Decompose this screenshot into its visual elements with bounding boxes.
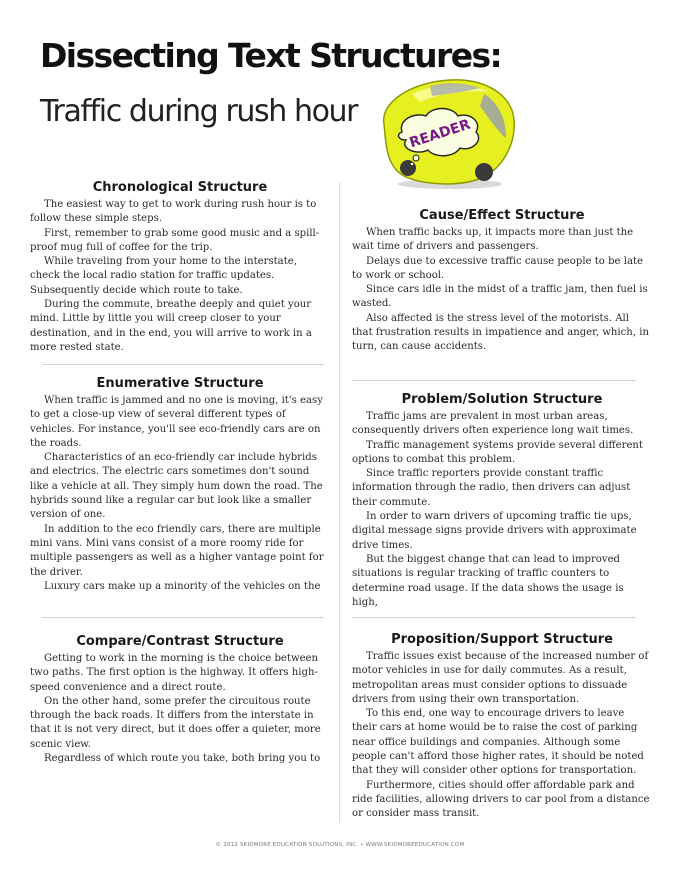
section-compare-contrast <box>30 634 330 766</box>
paragraph: Since traffic reporters provide constant traffic information through the radio, then drivers can adjust their commute. <box>352 468 631 508</box>
section-heading: Cause/Effect Structure <box>419 208 585 223</box>
paragraph: But the biggest change that can lead to improved situations is regular tracking of traffic counters to determine road usage. If the data shows the usage is high, <box>352 553 624 608</box>
paragraph: On the other hand, some prefer the circuitous route through the back roads. It differs from the interstate in that it is not very direct, but it does offer a quieter, more scenic view. <box>30 695 321 750</box>
section-proposition-support <box>352 632 652 822</box>
page-title: Dissecting Text Structures: <box>40 36 502 75</box>
section-heading: Proposition/Support Structure <box>391 632 613 647</box>
row-divider-right-2 <box>352 617 636 618</box>
section-heading: Chronological Structure <box>92 180 268 195</box>
row-divider-right-1 <box>352 380 636 381</box>
paragraph: During the commute, breathe deeply and quiet your mind. Little by little you will creep closer to your destination, and in the end, you will arrive to work in a more rested state. <box>30 299 312 353</box>
footer-copyright: © 2012 SKIDMORE EDUCATION SOLUTIONS, INC. • WWW.SKIDMOREEDUCATION.COM <box>215 842 465 848</box>
paragraph: Characteristics of an eco-friendly car include hybrids and electrics. The electric cars sometimes don't sound like a vehicle at all. They simply hum down the road. The hybrids sound like a regular car but look like a smaller version of one. <box>30 452 323 521</box>
paragraph: When traffic is jammed and no one is moving, it's easy to get a close-up view of several different types of vehicles. For instance, you'll see eco-friendly cars are on the roads. <box>30 395 323 449</box>
paragraph: Traffic jams are prevalent in most urban areas, consequently drivers often experience long wait times. <box>352 411 634 437</box>
thought-bubble-dot <box>413 155 419 161</box>
paragraph: Regardless of which route you take, both bring you to <box>44 753 321 765</box>
paragraph: Traffic issues exist because of the increased number of motor vehicles in use for daily commutes. As a result, metropolitan areas must consider options to dissuade drivers from using their own transportation. <box>352 651 649 705</box>
section-enumerative <box>30 376 330 594</box>
paragraph: First, remember to grab some good music and a spill-proof mug full of coffee for the trip. <box>30 227 320 253</box>
paragraph: Traffic management systems provide several different options to combat this problem. <box>352 439 643 465</box>
paragraph: In order to warn drivers of upcoming traffic tie ups, digital message signs provide drivers with approximate drive times. <box>352 511 637 551</box>
row-divider-left-1 <box>42 364 324 365</box>
section-chronological <box>30 180 330 355</box>
paragraph: Also affected is the stress level of the motorists. All that frustration results in impatience and anger, which, in turn, can cause accidents. <box>352 312 649 353</box>
toy-car-reader-logo <box>372 72 518 192</box>
paragraph: When traffic backs up, it impacts more than just the wait time of drivers and passengers. <box>352 227 634 253</box>
paragraph: Getting to work in the morning is the choice between two paths. The first option is the highway. It offers high-speed convenience and a direct route. <box>30 653 319 693</box>
section-cause-effect <box>352 208 652 355</box>
section-heading: Enumerative Structure <box>96 376 264 391</box>
paragraph: Since cars idle in the midst of a traffic jam, then fuel is wasted. <box>352 284 648 310</box>
section-heading: Compare/Contrast Structure <box>76 634 284 649</box>
row-divider-left-2 <box>42 617 324 618</box>
car-wheel-front <box>475 163 493 181</box>
thought-bubble-dot-small <box>410 162 414 166</box>
car-wheel-rear <box>400 160 416 176</box>
paragraph: While traveling from your home to the interstate, check the local radio station for traffic updates. Subsequently decide which route to take. <box>30 256 297 296</box>
section-problem-solution <box>352 392 652 610</box>
section-heading: Problem/Solution Structure <box>401 392 603 407</box>
paragraph: Luxury cars make up a minority of the vehicles on the <box>44 580 321 592</box>
reader-badge-text: READER <box>407 116 473 152</box>
paragraph: In addition to the eco friendly cars, there are multiple mini vans. Mini vans consist of a more roomy ride for multiple passengers as well as a higher vantage point for the driver. <box>30 523 324 578</box>
column-divider <box>339 182 340 822</box>
paragraph: Furthermore, cities should offer affordable park and ride facilities, allowing drivers to car pool from a distance or consider mass transit. <box>352 779 650 820</box>
paragraph: Delays due to excessive traffic cause people to be late to work or school. <box>352 255 643 281</box>
paragraph: The easiest way to get to work during rush hour is to follow these simple steps. <box>30 199 317 225</box>
paragraph: To this end, one way to encourage drivers to leave their cars at home would be to raise the cost of parking near office buildings and companies. Although some people can't afford those higher rates, it should be noted that they will consider other options for transportation. <box>352 708 644 777</box>
page-subtitle: Traffic during rush hour <box>40 94 358 129</box>
